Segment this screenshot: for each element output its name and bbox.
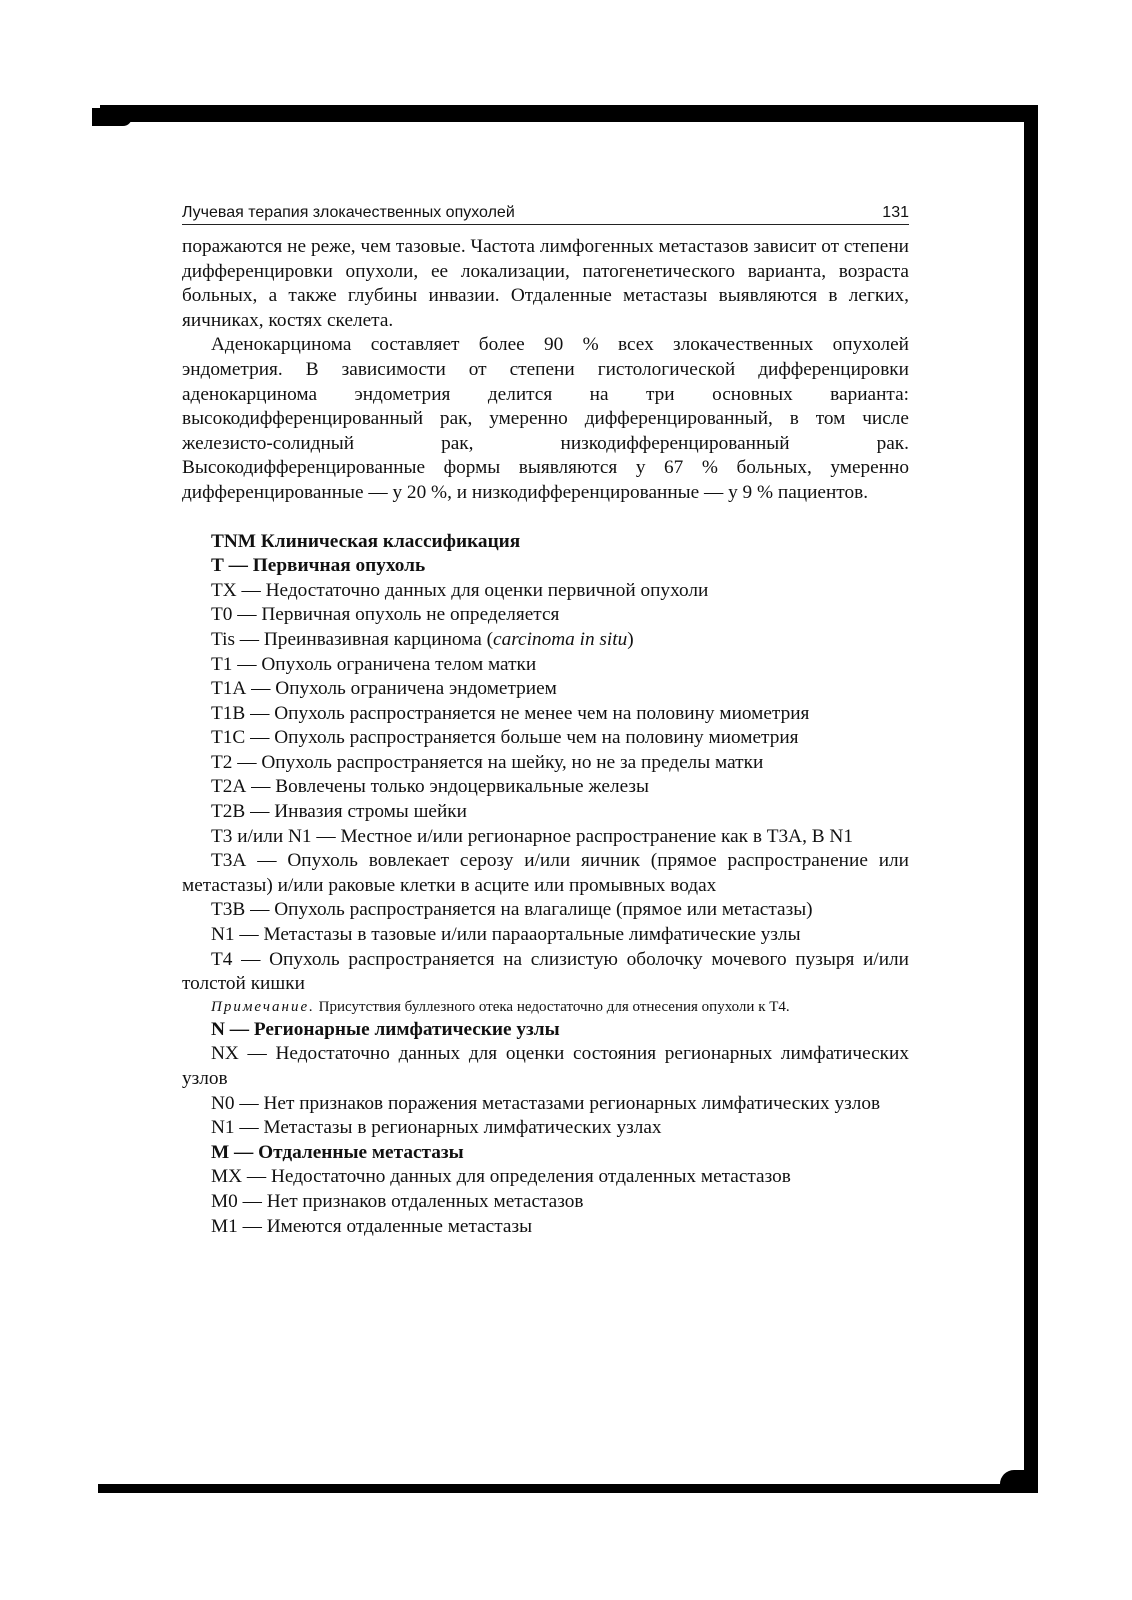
running-head-title: Лучевая терапия злокачественных опухолей bbox=[182, 204, 515, 221]
t-item: Т2 — Опухоль распространяется на шейку, но не за пределы матки bbox=[211, 751, 764, 773]
n-item: N1 — Метастазы в регионарных лимфатических узлах bbox=[211, 1117, 662, 1139]
t-item: ТХ — Недостаточно данных для оценки первичной опухоли bbox=[211, 579, 709, 601]
scan-border-notch bbox=[92, 108, 132, 126]
scan-border-corner bbox=[1000, 1470, 1038, 1493]
t-item: Т4 — Опухоль распространяется на слизистую оболочку мочевого пузыря и/или толстой кишки bbox=[182, 948, 909, 995]
t-item: Т2В — Инвазия стромы шейки bbox=[211, 801, 467, 823]
scan-border-bottom bbox=[98, 1484, 1038, 1493]
m-section-heading: М — Отдаленные метастазы bbox=[211, 1141, 464, 1163]
running-head bbox=[182, 200, 909, 225]
t-item: Т1В — Опухоль распространяется не менее чем на половину миометрия bbox=[211, 702, 810, 724]
m-item: М0 — Нет признаков отдаленных метастазов bbox=[211, 1190, 584, 1212]
t-item: Т1 — Опухоль ограничена телом матки bbox=[211, 653, 537, 675]
t-item: Т0 — Первичная опухоль не определяется bbox=[211, 604, 560, 626]
page-content bbox=[182, 235, 909, 1239]
paragraph: Аденокарцинома составляет более 90 % всех злокачественных опухолей эндометрия. В зависимости от степени гистологической дифференцировки аденокарцинома эндометрия делится на три основных варианта: высокодифференцированный рак, умеренно дифференцированный, в том числе железисто-солидный рак, низкодифференцированный рак. Высокодифференцированные формы выявляются у 67 % больных, умеренно дифференцированные — у 20 %, и низкодифференцированные — у 9 % пациентов. bbox=[182, 334, 909, 503]
note bbox=[182, 997, 909, 1018]
n-item: N0 — Нет признаков поражения метастазами регионарных лимфатических узлов bbox=[211, 1092, 881, 1114]
t-item-tis: Tis — Преинвазивная карцинома (carcinoma in situ) bbox=[211, 628, 634, 650]
page-number: 131 bbox=[882, 204, 909, 221]
note-label: Примечание. bbox=[211, 998, 315, 1015]
paragraph: поражаются не реже, чем тазовые. Частота лимфогенных метастазов зависит от степени дифференцировки опухоли, ее локализации, патогенетического варианта, возраста больных, а также глубины инвазии. Отдаленные метастазы выявляются в легких, яичниках, костях скелета. bbox=[182, 236, 909, 331]
m-item: М1 — Имеются отдаленные метастазы bbox=[211, 1215, 533, 1237]
n-section-heading: N — Регионарные лимфатические узлы bbox=[211, 1018, 560, 1040]
t-item: Т1А — Опухоль ограничена эндометрием bbox=[211, 678, 557, 700]
book-page bbox=[182, 200, 909, 1239]
m-item: МХ — Недостаточно данных для определения отдаленных метастазов bbox=[211, 1166, 791, 1188]
t-item: Т1С — Опухоль распространяется больше чем на половину миометрия bbox=[211, 727, 799, 749]
t-item: Т3 и/или N1 — Местное и/или регионарное распространение как в Т3А, B N1 bbox=[211, 825, 853, 847]
scan-border-right bbox=[1024, 105, 1038, 1493]
latin-term: carcinoma in situ bbox=[493, 628, 628, 650]
classification-title: TNM Клиническая классификация bbox=[211, 530, 521, 552]
scan-border-top bbox=[100, 105, 1038, 122]
t-item: Т3А — Опухоль вовлекает серозу и/или яичник (прямое распространение или метастазы) и/или раковые клетки в асците или промывных водах bbox=[182, 850, 909, 896]
t-item: N1 — Метастазы в тазовые и/или парааортальные лимфатические узлы bbox=[211, 924, 801, 946]
t-item: Т3В — Опухоль распространяется на влагалище (прямое или метастазы) bbox=[211, 899, 813, 921]
note-text: Присутствия буллезного отека недостаточно для отнесения опухоли к Т4. bbox=[314, 998, 790, 1015]
t-item: Т2А — Вовлечены только эндоцервикальные железы bbox=[211, 776, 649, 798]
n-item: NX — Недостаточно данных для оценки состояния регионарных лимфатических узлов bbox=[182, 1043, 909, 1089]
t-section-heading: Т — Первичная опухоль bbox=[211, 555, 426, 577]
